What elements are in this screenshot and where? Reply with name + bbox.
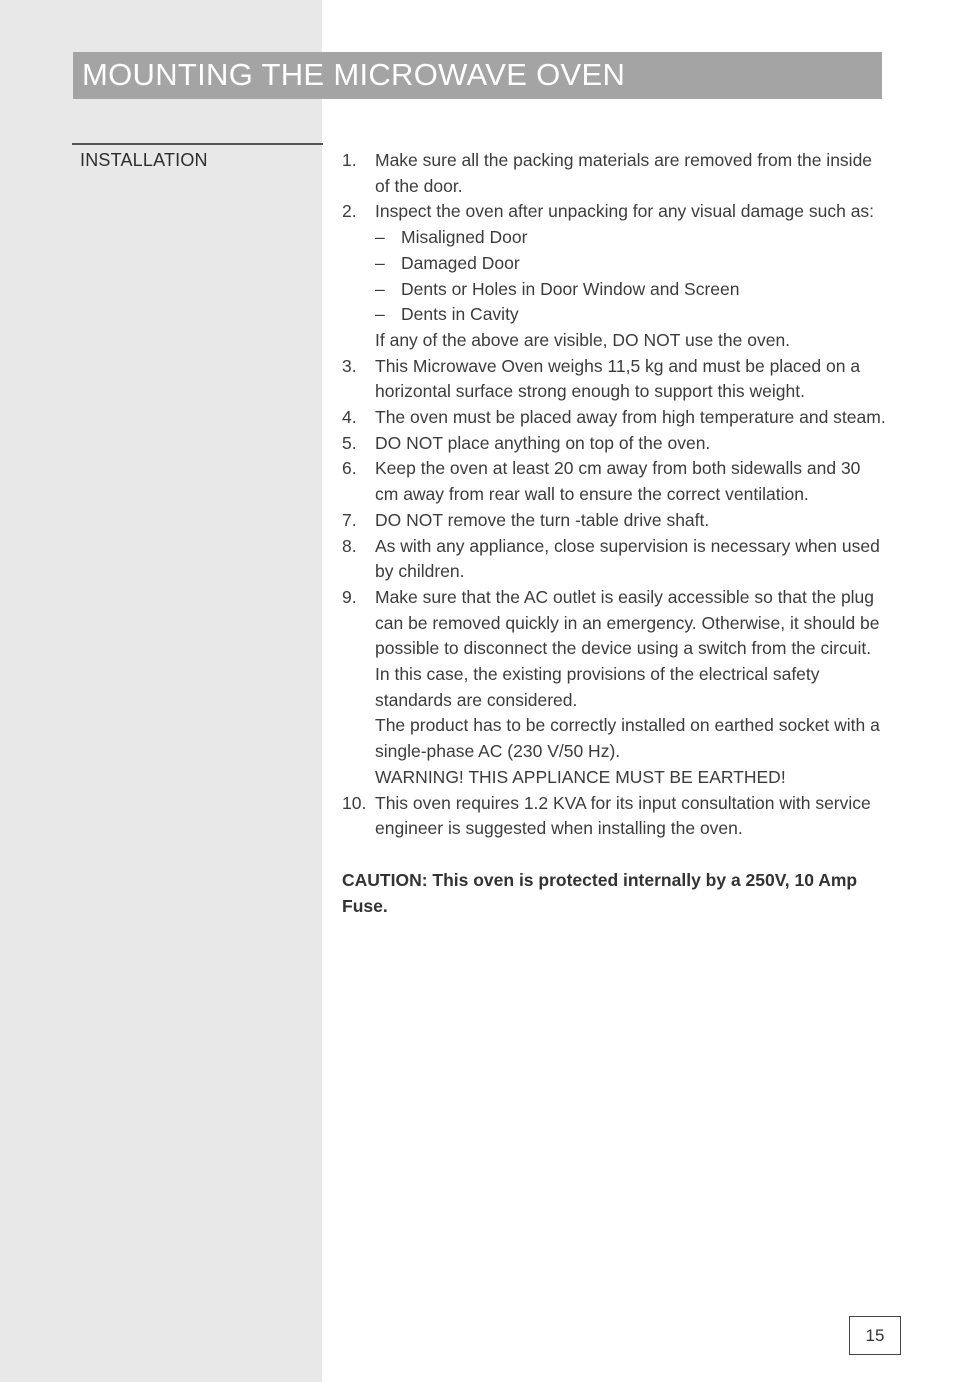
item-text: As with any appliance, close supervision is necessary when used by children. [375,535,880,582]
list-item [342,405,887,431]
dash-bullet: – [375,252,385,273]
item-note: If any of the above are visible, DO NOT use the oven. [375,329,791,350]
installation-instructions [342,148,887,919]
item-text: Make sure all the packing materials are removed from the inside of the door. [375,150,873,196]
list-item [342,431,887,457]
page-title: MOUNTING THE MICROWAVE OVEN [82,57,626,92]
earthing-warning: WARNING! THIS APPLIANCE MUST BE EARTHED! [375,766,786,787]
item-number: 3. [342,355,357,376]
list-item [342,791,887,842]
item-text: The oven must be placed away from high temperature and steam. [375,407,886,428]
item-text: Make sure that the AC outlet is easily accessible so that the plug can be removed quickly in an emergency. Otherwise, it should be possible to disconnect the device using a switch from the circuit. In this case, the existing provisions of the electrical safety standards are considered. [375,586,880,710]
list-item [342,199,887,353]
sub-item [375,225,887,251]
list-item [342,508,887,534]
sub-item-text: Dents or Holes in Door Window and Screen [401,278,740,299]
section-divider [72,143,323,145]
item-number: 4. [342,407,357,428]
item-text: Inspect the oven after unpacking for any visual damage such as: [375,201,875,222]
sub-item-text: Dents in Cavity [401,304,519,325]
list-item [342,354,887,405]
item-number: 2. [342,201,357,222]
page-title-bar [73,52,882,99]
item-text: This Microwave Oven weighs 11,5 kg and must be placed on a horizontal surface strong enough to support this weight. [375,355,861,402]
item-text: This oven requires 1.2 KVA for its input consultation with service engineer is suggested when installing the oven. [375,792,871,839]
item-text: Keep the oven at least 20 cm away from both sidewalls and 30 cm away from rear wall to ensure the correct ventilation. [375,458,861,505]
item-note: The product has to be correctly installed on earthed socket with a single-phase AC (230 V/50 Hz). [375,715,880,762]
sub-item-text: Misaligned Door [401,227,528,248]
sub-item-text: Damaged Door [401,252,520,273]
dash-bullet: – [375,227,385,248]
list-item [342,585,887,791]
item-number: 9. [342,586,357,607]
list-item [342,148,887,199]
section-label: INSTALLATION [80,150,208,170]
item-body [375,585,887,791]
dash-bullet: – [375,304,385,325]
item-number: 8. [342,535,357,556]
caution-note: CAUTION: This oven is protected internally by a 250V, 10 Amp Fuse. [342,869,858,916]
list-item [342,456,887,507]
sub-item [375,302,887,328]
sub-item [375,277,887,303]
page-number: 15 [849,1316,901,1355]
dash-bullet: – [375,278,385,299]
item-number: 7. [342,509,357,530]
item-number: 10. [342,792,367,813]
item-text: DO NOT remove the turn -table drive shaft. [375,509,710,530]
item-text: DO NOT place anything on top of the oven. [375,432,711,453]
item-number: 5. [342,432,357,453]
list-item [342,534,887,585]
item-body [375,199,887,353]
sub-item [375,251,887,277]
item-number: 1. [342,150,357,170]
left-margin-band [0,0,322,1382]
item-number: 6. [342,458,357,479]
